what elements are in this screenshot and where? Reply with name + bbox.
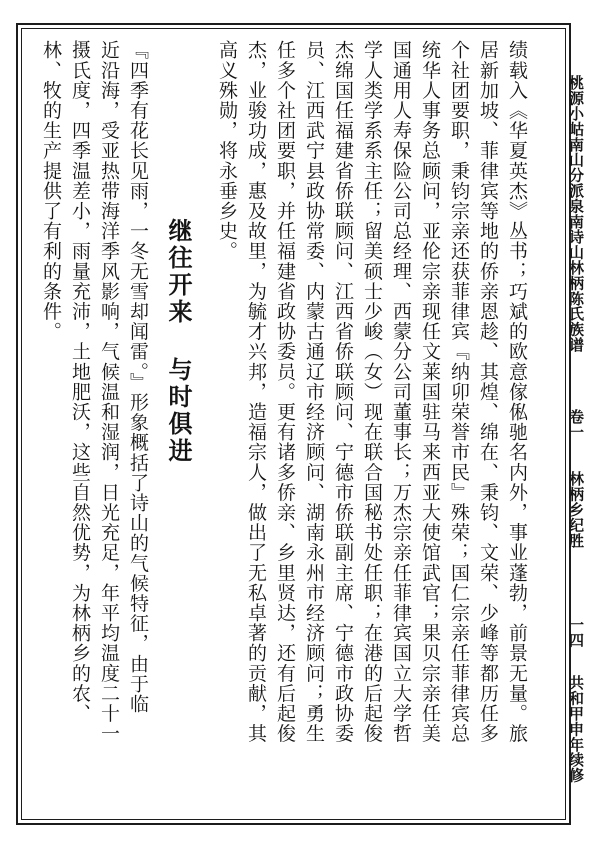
text-column: 员、江西武宁县政协常委、内蒙古通辽市经济顾问、湖南永州市经济顾问；勇生 — [303, 40, 325, 744]
text-column: 绩载入《华夏英杰》丛书；巧斌的欧意傢俬驰名内外，事业蓬勃，前景无量。旅 — [506, 40, 528, 744]
section-heading-part2: 与时俱进 — [164, 357, 192, 465]
text-column: 高义殊勋，将永垂乡史。 — [216, 40, 238, 262]
text-column: 国通用人寿保险公司总经理、西蒙分公司董事长；万杰宗亲任菲律宾国立大学哲 — [390, 40, 412, 744]
section-heading-part1: 继往开来 — [164, 218, 192, 326]
text-column: 林、牧的生产提供了有利的条件。 — [40, 40, 62, 342]
edition-label: 共和甲申年续修 — [567, 675, 585, 783]
text-column: 摄氏度，四季温差小，雨量充沛，土地肥沃，这些自然优势，为林柄乡的农、 — [69, 40, 91, 724]
page-number: 一四 — [567, 617, 585, 648]
text-column: 任多个社团要职，并任福建省政协委员。更有诸多侨亲、乡里贤达，还有后起俊 — [274, 40, 296, 744]
text-column: 个社团要职，秉钧宗亲还获菲律宾『纳卯荣誉市民』殊荣；国仁宗亲任菲律宾总 — [448, 40, 470, 744]
text-column: 居新加坡、菲律宾等地的侨亲恩趁、其煌、绵在、秉钧、文荣、少峰等都历任多 — [477, 40, 499, 744]
running-header — [563, 75, 589, 835]
genealogy-title: 桃源小岵南山分派泉南诗山林柄陈氏族谱 — [567, 75, 585, 353]
text-column: 近沿海，受亚热带海洋季风影响，气候温和湿润，日光充足，年平均温度二十一 — [98, 40, 120, 744]
text-column: 杰绵国任福建省侨联顾问、江西省侨联顾问、宁德市侨联副主席、宁德市政协委 — [332, 40, 354, 744]
text-column: 杰，业骏功成，惠及故里，为毓才兴邦，造福宗人，做出了无私卓著的贡献，其 — [245, 40, 267, 744]
section-title: 林柄乡纪胜 — [567, 471, 585, 548]
text-column: 统华人事务总顾问，亚伦宗亲现任文莱国驻马来西亚大使馆武官；果贝宗亲任美 — [419, 40, 441, 744]
text-column: 学人类学系系主任；留美硕士少峻（女）现在联合国秘书处任职；在港的后起俊 — [361, 40, 383, 744]
volume-label: 卷一 — [567, 409, 585, 440]
text-column: 『四季有花长见雨，一冬无雪却闻雷。』形象概括了诗山的气候特征，由于临 — [127, 40, 149, 714]
